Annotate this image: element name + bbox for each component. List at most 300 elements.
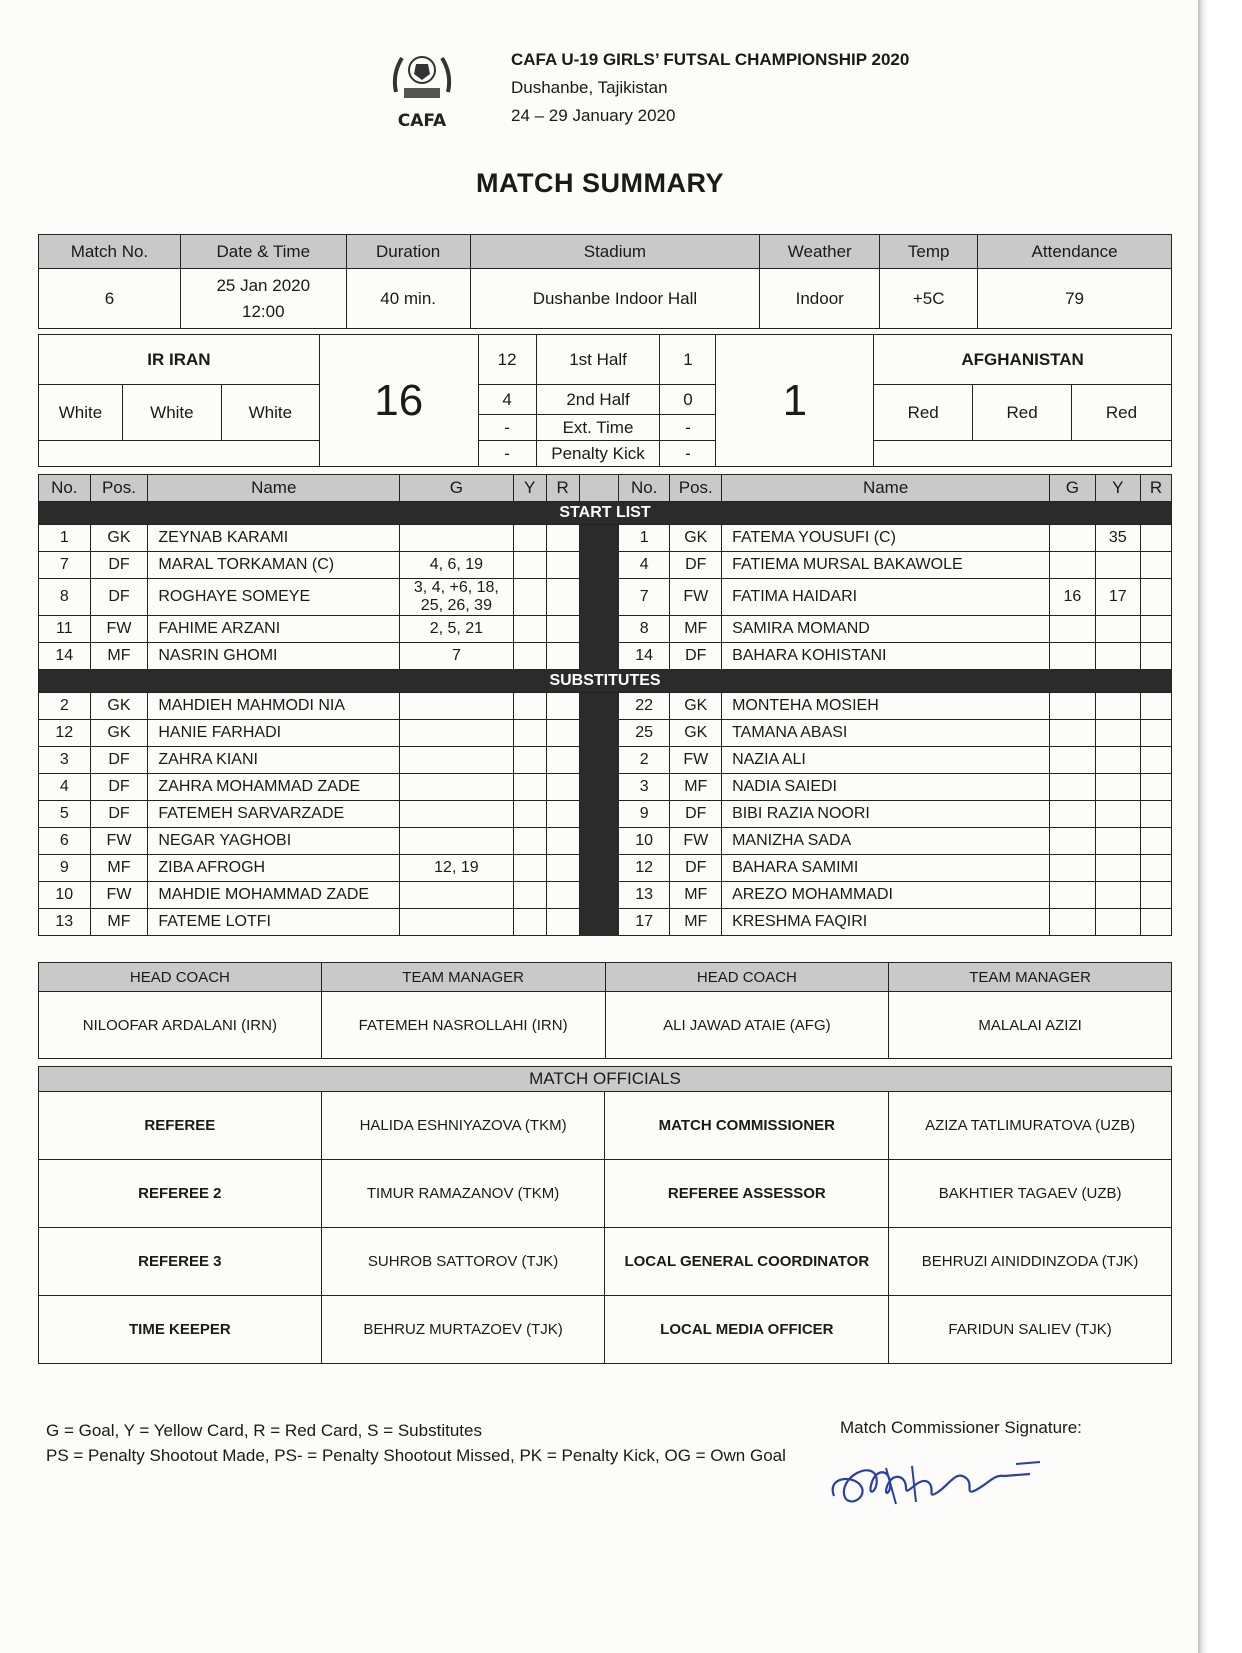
away-player-no: 4 — [618, 552, 670, 579]
home-player-goals — [400, 747, 514, 774]
away-name-header: Name — [722, 475, 1050, 502]
away-kit-shirt: Red — [874, 385, 973, 441]
away-blank-cell — [874, 441, 1172, 467]
home-player-red — [546, 801, 579, 828]
home-player-name: MAHDIE MOHAMMAD ZADE — [148, 882, 400, 909]
home-player-no: 10 — [39, 882, 91, 909]
home-player-yellow — [513, 828, 546, 855]
home-player-goals — [400, 801, 514, 828]
home-no-header: No. — [39, 475, 91, 502]
home-player-red — [546, 882, 579, 909]
home-player-pos: MF — [90, 643, 148, 670]
match-officials-header: MATCH OFFICIALS — [39, 1067, 1172, 1092]
away-player-name: BAHARA SAMIMI — [722, 855, 1050, 882]
away-player-red — [1140, 616, 1171, 643]
home-player-yellow — [513, 552, 546, 579]
away-player-goals — [1050, 801, 1095, 828]
away-player-yellow — [1095, 828, 1140, 855]
away-player-yellow — [1095, 552, 1140, 579]
home-kit-socks: White — [221, 385, 319, 441]
weather-value: Indoor — [760, 269, 880, 329]
match-date: 25 Jan 2020 — [216, 275, 311, 295]
away-player-name: MANIZHA SADA — [722, 828, 1050, 855]
away-yellow-header: Y — [1095, 475, 1140, 502]
weather-header: Weather — [760, 235, 880, 269]
away-player-no: 14 — [618, 643, 670, 670]
home-ext-time: - — [478, 415, 536, 441]
away-player-pos: DF — [670, 801, 722, 828]
away-player-name: FATEMA YOUSUFI (C) — [722, 525, 1050, 552]
away-player-goals — [1050, 909, 1095, 936]
championship-header — [511, 46, 909, 130]
stadium-value: Dushanbe Indoor Hall — [470, 269, 760, 329]
home-team-name: IR IRAN — [39, 335, 320, 385]
home-player-no: 5 — [39, 801, 91, 828]
roster-divider — [579, 616, 618, 643]
away-player-pos: DF — [670, 552, 722, 579]
home-player-pos: FW — [90, 828, 148, 855]
championship-title: CAFA U-19 GIRLS’ FUTSAL CHAMPIONSHIP 2020 — [511, 50, 910, 69]
away-player-name: KRESHMA FAQIRI — [722, 909, 1050, 936]
away-player-yellow: 17 — [1095, 579, 1140, 616]
staff-table — [38, 962, 1172, 1059]
home-player-goals: 12, 19 — [400, 855, 514, 882]
away-team-manager-header: TEAM MANAGER — [889, 963, 1172, 992]
official-name: FARIDUN SALIEV (TJK) — [889, 1296, 1172, 1364]
away-player-goals — [1050, 747, 1095, 774]
score-table — [38, 334, 1172, 467]
home-player-goals: 4, 6, 19 — [400, 552, 514, 579]
home-player-goals — [400, 909, 514, 936]
away-player-pos: MF — [670, 909, 722, 936]
away-player-yellow — [1095, 774, 1140, 801]
away-player-name: FATIEMA MURSAL BAKAWOLE — [722, 552, 1050, 579]
legend-line-2: PS = Penalty Shootout Made, PS- = Penalty Shootout Missed, PK = Penalty Kick, OG = Own Goal — [46, 1446, 786, 1465]
home-player-no: 3 — [39, 747, 91, 774]
away-player-no: 7 — [618, 579, 670, 616]
away-no-header: No. — [618, 475, 670, 502]
away-player-red — [1140, 720, 1171, 747]
away-player-pos: MF — [670, 882, 722, 909]
away-player-pos: FW — [670, 747, 722, 774]
table-row — [39, 579, 1172, 616]
home-2nd-half: 4 — [478, 385, 536, 415]
home-player-red — [546, 693, 579, 720]
table-row — [39, 828, 1172, 855]
match-no-value: 6 — [39, 269, 181, 329]
home-red-header: R — [546, 475, 579, 502]
home-player-pos: DF — [90, 552, 148, 579]
home-player-pos: DF — [90, 747, 148, 774]
roster-divider — [579, 855, 618, 882]
away-player-yellow — [1095, 747, 1140, 774]
official-name: AZIZA TATLIMURATOVA (UZB) — [889, 1092, 1172, 1160]
away-player-name: AREZO MOHAMMADI — [722, 882, 1050, 909]
away-player-red — [1140, 643, 1171, 670]
home-score: 16 — [319, 335, 478, 467]
match-time: 12:00 — [241, 301, 285, 321]
official-name: BAKHTIER TAGAEV (UZB) — [889, 1160, 1172, 1228]
table-row — [39, 525, 1172, 552]
stadium-header: Stadium — [470, 235, 760, 269]
table-row — [39, 801, 1172, 828]
away-player-goals — [1050, 616, 1095, 643]
away-player-no: 1 — [618, 525, 670, 552]
away-player-yellow — [1095, 616, 1140, 643]
away-player-red — [1140, 525, 1171, 552]
commissioner-signature — [826, 1446, 1070, 1516]
home-head-coach: NILOOFAR ARDALANI (IRN) — [39, 992, 322, 1059]
officials-row — [39, 1160, 1172, 1228]
championship-location: Dushanbe, Tajikistan — [511, 78, 668, 97]
home-player-pos: DF — [90, 801, 148, 828]
away-player-pos: GK — [670, 720, 722, 747]
home-player-no: 14 — [39, 643, 91, 670]
home-player-name: NASRIN GHOMI — [148, 643, 400, 670]
roster-divider — [579, 909, 618, 936]
away-player-goals — [1050, 552, 1095, 579]
home-player-yellow — [513, 616, 546, 643]
official-role: REFEREE 3 — [39, 1228, 322, 1296]
home-player-no: 11 — [39, 616, 91, 643]
table-row — [39, 720, 1172, 747]
away-player-no: 2 — [618, 747, 670, 774]
home-player-no: 12 — [39, 720, 91, 747]
home-player-yellow — [513, 882, 546, 909]
table-row — [39, 552, 1172, 579]
home-player-name: ZIBA AFROGH — [148, 855, 400, 882]
away-player-red — [1140, 747, 1171, 774]
page-title: MATCH SUMMARY — [476, 168, 724, 198]
table-row — [39, 909, 1172, 936]
attendance-header: Attendance — [978, 235, 1172, 269]
away-player-yellow — [1095, 693, 1140, 720]
away-player-name: TAMANA ABASI — [722, 720, 1050, 747]
away-player-red — [1140, 801, 1171, 828]
away-pos-header: Pos. — [670, 475, 722, 502]
home-player-pos: GK — [90, 525, 148, 552]
attendance-value: 79 — [978, 269, 1172, 329]
table-row — [39, 693, 1172, 720]
official-name: BEHRUZI AINIDDINZODA (TJK) — [889, 1228, 1172, 1296]
away-player-yellow — [1095, 801, 1140, 828]
away-head-coach-header: HEAD COACH — [605, 963, 889, 992]
home-player-yellow — [513, 693, 546, 720]
home-player-pos: DF — [90, 579, 148, 616]
home-player-name: ZAHRA MOHAMMAD ZADE — [148, 774, 400, 801]
away-player-no: 10 — [618, 828, 670, 855]
home-player-no: 7 — [39, 552, 91, 579]
away-player-goals — [1050, 855, 1095, 882]
home-team-manager: FATEMEH NASROLLAHI (IRN) — [321, 992, 605, 1059]
home-player-pos: DF — [90, 774, 148, 801]
away-player-red — [1140, 774, 1171, 801]
match-no-header: Match No. — [39, 235, 181, 269]
away-player-no: 25 — [618, 720, 670, 747]
official-name: BEHRUZ MURTAZOEV (TJK) — [321, 1296, 605, 1364]
home-player-no: 8 — [39, 579, 91, 616]
home-player-goals — [400, 693, 514, 720]
period-ext-time: Ext. Time — [536, 415, 660, 441]
home-player-goals: 7 — [400, 643, 514, 670]
official-role: REFEREE ASSESSOR — [605, 1160, 889, 1228]
roster-header-row — [39, 475, 1172, 502]
home-player-no: 4 — [39, 774, 91, 801]
home-player-no: 2 — [39, 693, 91, 720]
home-player-yellow — [513, 525, 546, 552]
cafa-logo — [380, 44, 464, 134]
home-player-yellow — [513, 579, 546, 616]
away-player-red — [1140, 828, 1171, 855]
home-player-no: 6 — [39, 828, 91, 855]
home-player-name: FATEME LOTFI — [148, 909, 400, 936]
roster-divider — [579, 579, 618, 616]
away-player-no: 22 — [618, 693, 670, 720]
officials-row — [39, 1228, 1172, 1296]
officials-table — [38, 1066, 1172, 1364]
away-player-no: 17 — [618, 909, 670, 936]
official-role: REFEREE 2 — [39, 1160, 322, 1228]
table-row — [39, 774, 1172, 801]
table-row — [39, 747, 1172, 774]
away-player-no: 8 — [618, 616, 670, 643]
official-name: HALIDA ESHNIYAZOVA (TKM) — [321, 1092, 605, 1160]
home-player-name: HANIE FARHADI — [148, 720, 400, 747]
official-role: TIME KEEPER — [39, 1296, 322, 1364]
away-player-name: FATIMA HAIDARI — [722, 579, 1050, 616]
away-player-no: 12 — [618, 855, 670, 882]
away-player-name: BAHARA KOHISTANI — [722, 643, 1050, 670]
home-kit-shorts: White — [122, 385, 221, 441]
away-player-goals — [1050, 882, 1095, 909]
official-name: SUHROB SATTOROV (TJK) — [321, 1228, 605, 1296]
official-name: TIMUR RAMAZANOV (TKM) — [321, 1160, 605, 1228]
roster-divider — [579, 747, 618, 774]
away-player-yellow — [1095, 643, 1140, 670]
official-role: MATCH COMMISSIONER — [605, 1092, 889, 1160]
away-score: 1 — [716, 335, 874, 467]
roster-divider — [579, 475, 618, 502]
duration-value: 40 min. — [346, 269, 470, 329]
home-player-yellow — [513, 720, 546, 747]
away-player-pos: GK — [670, 693, 722, 720]
temp-header: Temp — [880, 235, 978, 269]
away-player-no: 3 — [618, 774, 670, 801]
away-player-red — [1140, 579, 1171, 616]
home-player-red — [546, 579, 579, 616]
duration-header: Duration — [346, 235, 470, 269]
home-player-name: ZAHRA KIANI — [148, 747, 400, 774]
home-player-yellow — [513, 774, 546, 801]
away-player-red — [1140, 552, 1171, 579]
away-kit-shorts: Red — [973, 385, 1072, 441]
away-player-pos: DF — [670, 643, 722, 670]
home-player-no: 13 — [39, 909, 91, 936]
logo-text: CAFA — [397, 111, 447, 131]
home-player-pos: GK — [90, 720, 148, 747]
away-player-pos: DF — [670, 855, 722, 882]
away-player-name: SAMIRA MOMAND — [722, 616, 1050, 643]
away-player-red — [1140, 882, 1171, 909]
home-kit-shirt: White — [39, 385, 123, 441]
home-player-yellow — [513, 855, 546, 882]
home-player-goals — [400, 720, 514, 747]
home-goals-header: G — [400, 475, 514, 502]
away-player-name: MONTEHA MOSIEH — [722, 693, 1050, 720]
away-head-coach: ALI JAWAD ATAIE (AFG) — [605, 992, 889, 1059]
home-head-coach-header: HEAD COACH — [39, 963, 322, 992]
away-player-goals — [1050, 643, 1095, 670]
home-player-pos: FW — [90, 882, 148, 909]
championship-dates: 24 – 29 January 2020 — [511, 106, 676, 125]
table-row — [39, 616, 1172, 643]
away-red-header: R — [1140, 475, 1171, 502]
home-penalty: - — [478, 441, 536, 467]
home-1st-half: 12 — [478, 335, 536, 385]
home-blank-cell — [39, 441, 320, 467]
home-player-goals — [400, 525, 514, 552]
away-kit-socks: Red — [1072, 385, 1172, 441]
away-player-goals: 16 — [1050, 579, 1095, 616]
home-player-red — [546, 909, 579, 936]
away-player-yellow — [1095, 909, 1140, 936]
start-section-label: START LIST — [39, 502, 1172, 525]
home-player-name: FATEMEH SARVARZADE — [148, 801, 400, 828]
home-player-name: NEGAR YAGHOBI — [148, 828, 400, 855]
roster-divider — [579, 643, 618, 670]
table-row — [39, 882, 1172, 909]
away-player-red — [1140, 909, 1171, 936]
away-1st-half: 1 — [660, 335, 716, 385]
roster-divider — [579, 552, 618, 579]
home-player-no: 1 — [39, 525, 91, 552]
home-player-red — [546, 616, 579, 643]
away-player-pos: MF — [670, 774, 722, 801]
away-player-red — [1140, 855, 1171, 882]
subs-section-row — [39, 670, 1172, 693]
home-team-manager-header: TEAM MANAGER — [321, 963, 605, 992]
away-player-pos: MF — [670, 616, 722, 643]
away-player-goals — [1050, 720, 1095, 747]
away-player-name: NADIA SAIEDI — [722, 774, 1050, 801]
home-player-goals: 2, 5, 21 — [400, 616, 514, 643]
legend-line-1: G = Goal, Y = Yellow Card, R = Red Card, S = Substitutes — [46, 1421, 482, 1440]
subs-section-label: SUBSTITUTES — [39, 670, 1172, 693]
table-row — [39, 643, 1172, 670]
home-player-pos: FW — [90, 616, 148, 643]
home-player-goals — [400, 828, 514, 855]
home-player-pos: MF — [90, 855, 148, 882]
roster-divider — [579, 801, 618, 828]
home-player-yellow — [513, 909, 546, 936]
home-player-goals — [400, 882, 514, 909]
home-player-name: FAHIME ARZANI — [148, 616, 400, 643]
home-player-no: 9 — [39, 855, 91, 882]
period-penalty-kick: Penalty Kick — [536, 441, 660, 467]
away-player-goals — [1050, 693, 1095, 720]
home-player-name: MAHDIEH MAHMODI NIA — [148, 693, 400, 720]
away-player-yellow — [1095, 720, 1140, 747]
away-player-name: BIBI RAZIA NOORI — [722, 801, 1050, 828]
home-player-red — [546, 525, 579, 552]
away-player-pos: FW — [670, 828, 722, 855]
official-role: REFEREE — [39, 1092, 322, 1160]
away-ext-time: - — [660, 415, 716, 441]
start-section-row — [39, 502, 1172, 525]
roster-divider — [579, 525, 618, 552]
home-player-yellow — [513, 643, 546, 670]
officials-row — [39, 1092, 1172, 1160]
away-player-goals — [1050, 525, 1095, 552]
roster-divider — [579, 828, 618, 855]
home-player-pos: GK — [90, 693, 148, 720]
officials-row — [39, 1296, 1172, 1364]
away-player-no: 9 — [618, 801, 670, 828]
period-2nd-half: 2nd Half — [536, 385, 660, 415]
home-player-red — [546, 774, 579, 801]
official-role: LOCAL GENERAL COORDINATOR — [605, 1228, 889, 1296]
away-player-no: 13 — [618, 882, 670, 909]
home-player-name: ZEYNAB KARAMI — [148, 525, 400, 552]
date-time-header: Date & Time — [180, 235, 346, 269]
roster-table — [38, 474, 1172, 936]
home-player-yellow — [513, 801, 546, 828]
home-player-yellow — [513, 747, 546, 774]
away-player-yellow — [1095, 882, 1140, 909]
match-info-table — [38, 234, 1172, 329]
home-name-header: Name — [148, 475, 400, 502]
table-row — [39, 855, 1172, 882]
home-player-red — [546, 643, 579, 670]
home-player-red — [546, 552, 579, 579]
page-edge — [1198, 0, 1242, 1653]
away-team-name: AFGHANISTAN — [874, 335, 1172, 385]
away-player-pos: GK — [670, 525, 722, 552]
away-player-goals — [1050, 828, 1095, 855]
away-player-pos: FW — [670, 579, 722, 616]
away-team-manager: MALALAI AZIZI — [889, 992, 1172, 1059]
roster-divider — [579, 693, 618, 720]
period-1st-half: 1st Half — [536, 335, 660, 385]
roster-divider — [579, 720, 618, 747]
away-penalty: - — [660, 441, 716, 467]
temp-value: +5C — [880, 269, 978, 329]
home-player-goals: 3, 4, +6, 18, 25, 26, 39 — [400, 579, 514, 616]
away-2nd-half: 0 — [660, 385, 716, 415]
home-pos-header: Pos. — [90, 475, 148, 502]
away-goals-header: G — [1050, 475, 1095, 502]
away-player-yellow — [1095, 855, 1140, 882]
roster-divider — [579, 774, 618, 801]
home-player-name: ROGHAYE SOMEYE — [148, 579, 400, 616]
home-player-red — [546, 828, 579, 855]
home-player-pos: MF — [90, 909, 148, 936]
home-player-goals — [400, 774, 514, 801]
date-time-value — [180, 269, 346, 329]
home-player-red — [546, 855, 579, 882]
home-player-red — [546, 720, 579, 747]
signature-label: Match Commissioner Signature: — [840, 1418, 1082, 1437]
away-player-red — [1140, 693, 1171, 720]
away-player-name: NAZIA ALI — [722, 747, 1050, 774]
home-player-red — [546, 747, 579, 774]
home-player-name: MARAL TORKAMAN (C) — [148, 552, 400, 579]
official-role: LOCAL MEDIA OFFICER — [605, 1296, 889, 1364]
away-player-yellow: 35 — [1095, 525, 1140, 552]
legend — [46, 1418, 786, 1468]
roster-divider — [579, 882, 618, 909]
away-player-goals — [1050, 774, 1095, 801]
